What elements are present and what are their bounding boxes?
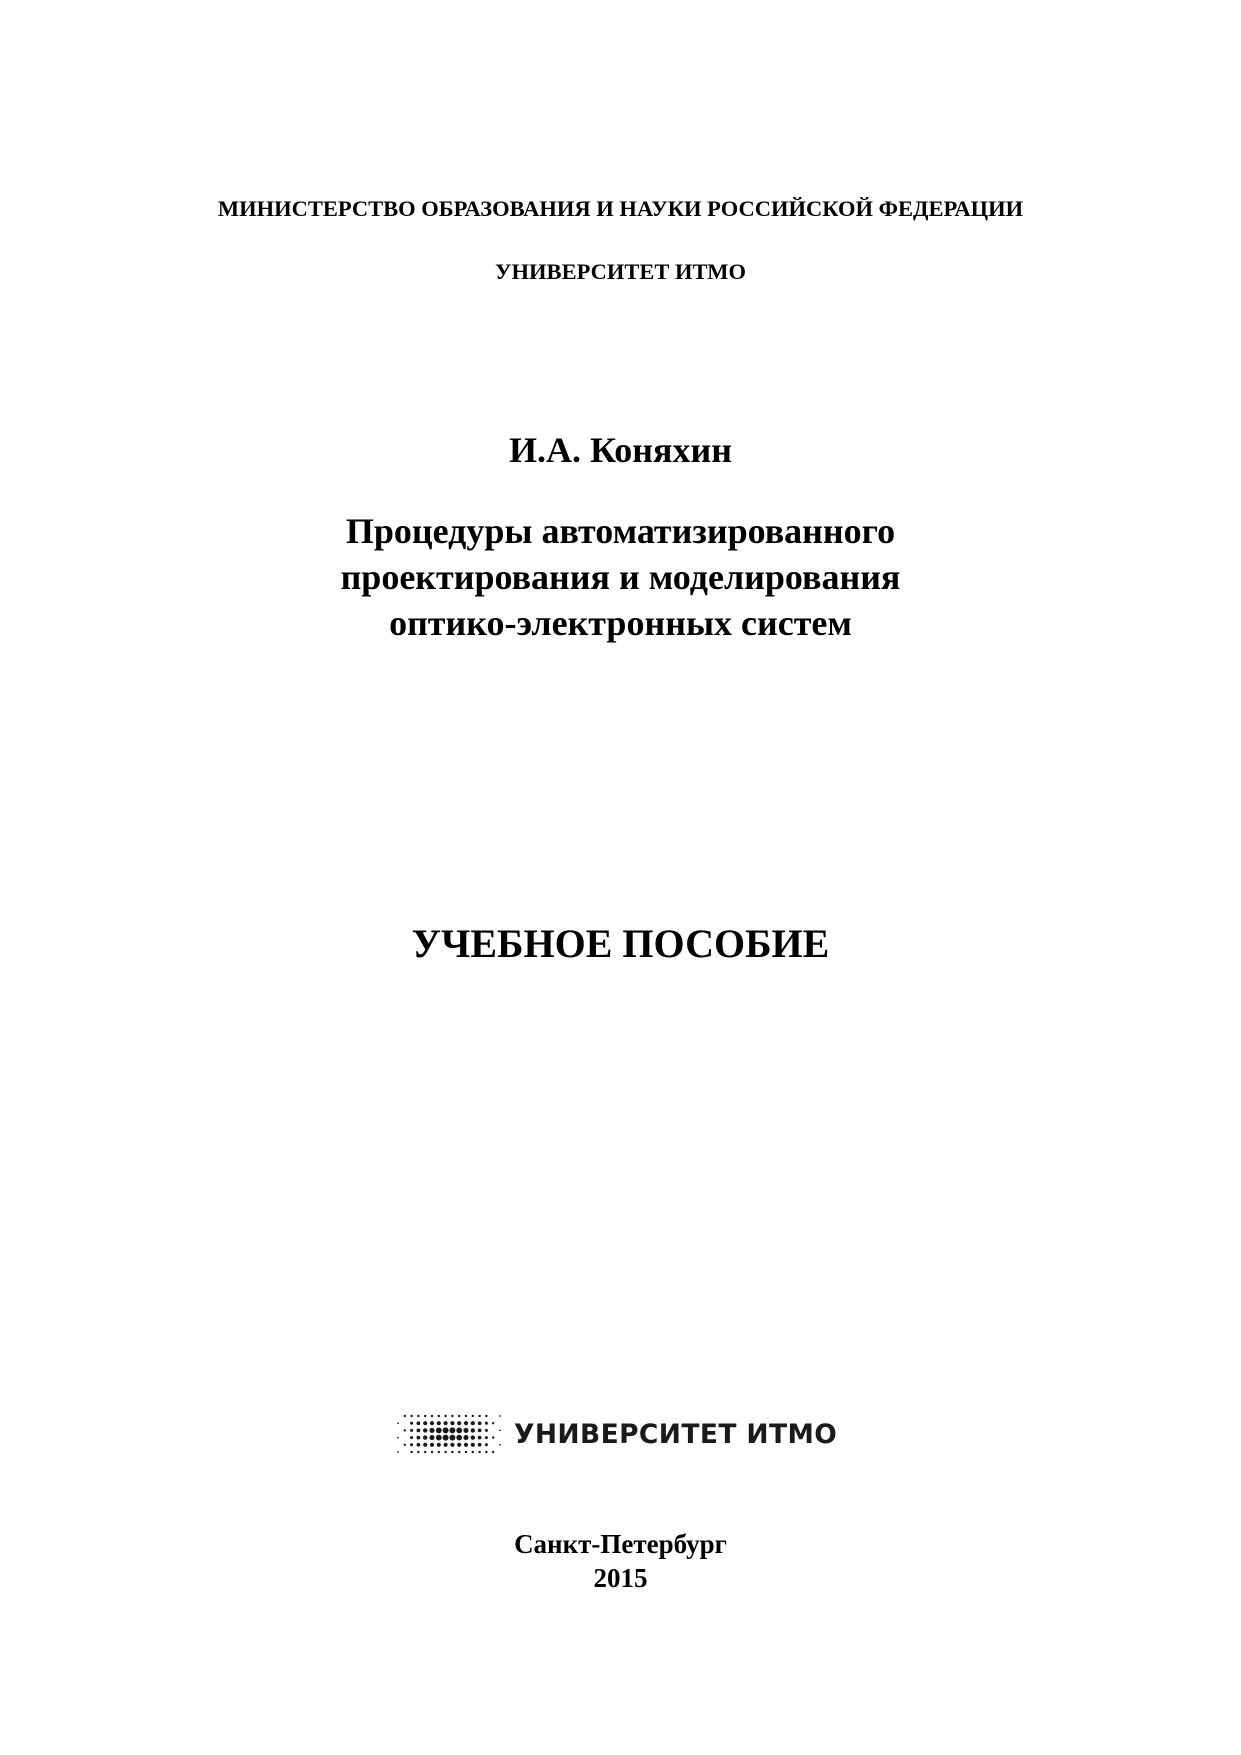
publication-city: Санкт-Петербург bbox=[514, 1529, 727, 1559]
logo-dot bbox=[485, 1436, 488, 1439]
book-title bbox=[0, 508, 1241, 646]
logo-dot bbox=[485, 1422, 488, 1425]
logo-dot bbox=[472, 1451, 474, 1453]
logo-dot bbox=[478, 1429, 482, 1433]
logo-dot bbox=[404, 1444, 406, 1446]
logo-dot bbox=[410, 1451, 412, 1453]
university-logo bbox=[394, 1410, 837, 1458]
logo-dot bbox=[438, 1451, 440, 1453]
ministry-heading: МИНИСТЕРСТВО ОБРАЗОВАНИЯ И НАУКИ РОССИЙСКОЙ ФЕДЕРАЦИИ bbox=[217, 196, 1024, 221]
logo-dot bbox=[404, 1415, 406, 1417]
logo-dot bbox=[443, 1435, 449, 1441]
logo-dot bbox=[431, 1415, 433, 1417]
logo-dot bbox=[437, 1443, 441, 1447]
logo-dot bbox=[458, 1415, 460, 1417]
logo-dot bbox=[430, 1443, 434, 1447]
logo-dot bbox=[444, 1421, 448, 1425]
logo-dot bbox=[471, 1421, 475, 1425]
logo-dot bbox=[417, 1429, 421, 1433]
logo-dot bbox=[499, 1415, 501, 1417]
logo-dot bbox=[463, 1435, 468, 1440]
logo-dot bbox=[404, 1429, 406, 1431]
logo-dot bbox=[457, 1421, 461, 1425]
logo-dot bbox=[457, 1443, 461, 1447]
logo-dot bbox=[417, 1436, 421, 1440]
logo-dot bbox=[424, 1415, 426, 1417]
logo-dot bbox=[417, 1451, 419, 1453]
logo-dot bbox=[429, 1428, 434, 1433]
logo-dot bbox=[444, 1415, 446, 1417]
publication-year: 2015 bbox=[593, 1563, 648, 1593]
logo-dot bbox=[417, 1421, 421, 1425]
logo-dot bbox=[437, 1421, 441, 1425]
logo-dot bbox=[478, 1421, 482, 1425]
logo-dot bbox=[451, 1451, 453, 1453]
book-title-line: оптико-электронных систем bbox=[389, 603, 852, 643]
logo-dot bbox=[423, 1421, 427, 1425]
logo-dot bbox=[397, 1437, 399, 1439]
logo-dot bbox=[485, 1429, 488, 1432]
logo-dot bbox=[410, 1415, 412, 1417]
logo-dot bbox=[450, 1421, 454, 1425]
logo-dot bbox=[431, 1451, 433, 1453]
logo-dot bbox=[464, 1421, 468, 1425]
logo-dot bbox=[410, 1429, 413, 1432]
logo-dot bbox=[436, 1428, 442, 1434]
logo-text: УНИВЕРСИТЕТ ИТМО bbox=[514, 1418, 838, 1450]
logo-dot bbox=[410, 1422, 413, 1425]
logo-dot bbox=[444, 1443, 448, 1447]
logo-dot bbox=[443, 1427, 449, 1433]
logo-dot bbox=[423, 1428, 427, 1432]
logo-dot bbox=[410, 1436, 413, 1439]
logo-dot bbox=[492, 1451, 494, 1453]
logo-dot bbox=[492, 1422, 494, 1424]
logo-dot bbox=[430, 1421, 434, 1425]
logo-dot bbox=[465, 1451, 467, 1453]
logo-dot bbox=[463, 1428, 468, 1433]
book-title-line: Процедуры автоматизированного bbox=[345, 511, 896, 551]
logo-dot bbox=[429, 1435, 434, 1440]
logo-dot bbox=[478, 1436, 482, 1440]
logo-dot bbox=[499, 1444, 501, 1446]
logo-dot bbox=[499, 1430, 501, 1432]
logo-dot bbox=[478, 1451, 480, 1453]
logo-dot bbox=[397, 1451, 399, 1453]
logo-dot bbox=[471, 1443, 475, 1447]
university-heading: УНИВЕРСИТЕТ ИТМО bbox=[495, 259, 746, 284]
document-type: УЧЕБНОЕ ПОСОБИЕ bbox=[411, 921, 830, 966]
logo-dot bbox=[456, 1428, 462, 1434]
logo-dot bbox=[417, 1415, 419, 1417]
logo-dot bbox=[424, 1451, 426, 1453]
logo-dot bbox=[471, 1428, 475, 1432]
logo-dot bbox=[450, 1443, 454, 1447]
logo-dot bbox=[458, 1451, 460, 1453]
logo-dot bbox=[471, 1435, 475, 1439]
logo-dot bbox=[485, 1443, 488, 1446]
itmo-dot-logo-icon bbox=[394, 1410, 504, 1458]
book-title-line: проектирования и моделирования bbox=[340, 557, 901, 597]
logo-dot bbox=[444, 1451, 446, 1453]
logo-dot bbox=[423, 1443, 427, 1447]
logo-dot bbox=[438, 1415, 440, 1417]
logo-dot bbox=[397, 1422, 399, 1424]
logo-dot bbox=[449, 1435, 455, 1441]
logo-dot bbox=[485, 1451, 487, 1453]
logo-dot bbox=[464, 1443, 468, 1447]
logo-dot bbox=[449, 1427, 455, 1433]
author-name: И.А. Коняхин bbox=[508, 430, 732, 470]
logo-dot bbox=[451, 1415, 453, 1417]
logo-dot bbox=[465, 1415, 467, 1417]
logo-dot bbox=[492, 1436, 494, 1438]
logo-dot bbox=[472, 1415, 474, 1417]
logo-dot bbox=[436, 1435, 442, 1441]
logo-dot bbox=[417, 1443, 421, 1447]
logo-dot bbox=[410, 1443, 413, 1446]
logo-dot bbox=[478, 1443, 482, 1447]
logo-dot bbox=[423, 1435, 427, 1439]
logo-dot bbox=[485, 1415, 487, 1417]
logo-dot bbox=[478, 1415, 480, 1417]
logo-dot bbox=[456, 1435, 462, 1441]
